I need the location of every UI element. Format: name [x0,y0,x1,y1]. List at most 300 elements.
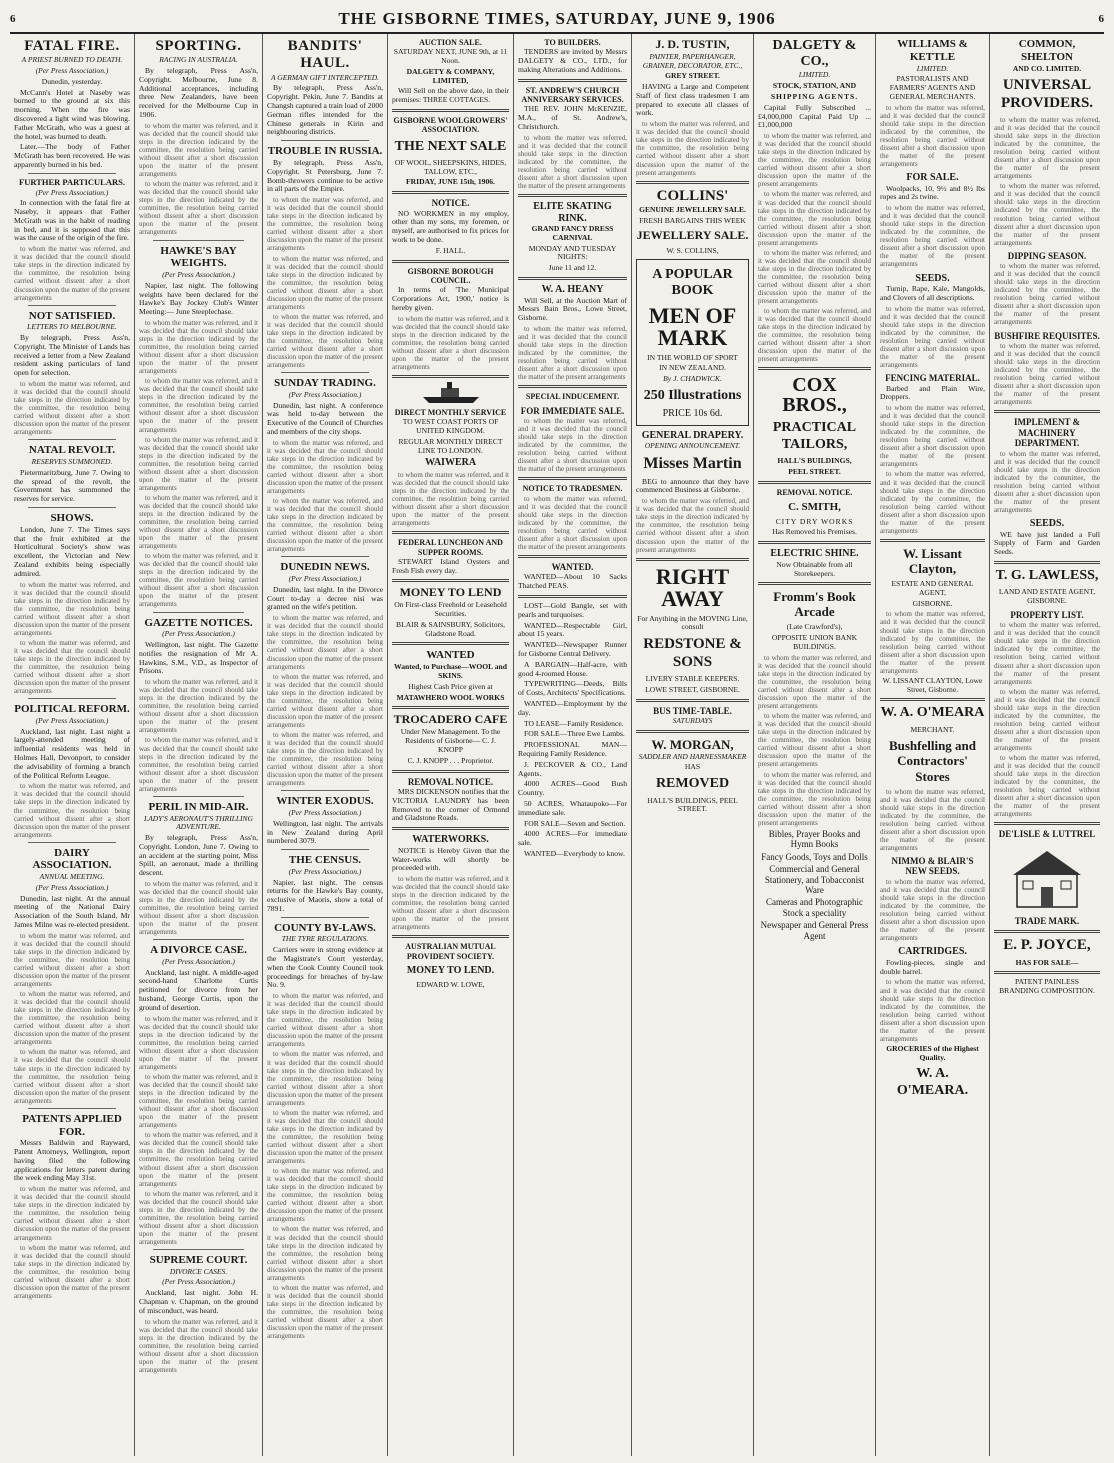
classified-ad: TO LEASE—Family Residence. [524,718,624,728]
ad-heading: WILLIAMS & KETTLE [897,38,968,63]
ad-big-line: T. G. LAWLESS, [995,568,1099,584]
ad-big-line: Misses Martin [643,455,742,473]
ad-heading: MONEY TO LEND [399,585,502,600]
article-body: to whom the matter was referred, and it was decided that the council should take steps in the direction indicated by the committee, the resolution being carried without dissent after a short discussion upon the matter of the present arrangements [267,1050,383,1107]
ad-big-line: PRACTICAL TAILORS, [772,420,857,452]
separator [758,582,871,585]
ad-body: TENDERS are invited by Messrs DALGETY & CO., LTD., for making Alterations and Additions. [518,47,627,74]
ad-big-line: COX BROS., [782,374,847,417]
ad-big-line: W. A. O'MEARA [880,705,985,721]
separator [636,558,749,561]
article-heading: POLITICAL REFORM. [14,703,130,716]
ad-body: to whom the matter was referred, and it was decided that the council should take steps in the direction indicated by the committee, the resolution being carried without dissent after a short discussion upon the matter of the present arrangements [994,621,1100,686]
separator [392,109,509,112]
ad-heading: DIPPING SEASON. [1007,250,1087,261]
separator [153,612,244,613]
separator [392,260,509,263]
column-9 [990,34,1104,1456]
article-body: Carriers were in strong evidence at the Magistrate's Court yesterday, when the Cook County Council took proceedings for breaches of by-law No. 9. [267,945,383,990]
article-body: Auckland, last night. Last night a largely-attended meeting of influential residents was held in Holmes Hall, Devonport, to consider the advisability of forming a branch of the Political Reform League. [14,726,130,780]
article-subheading: DIVORCE CASES. [169,1266,228,1276]
article-body: to whom the matter was referred, and it was decided that the council should take steps in the direction indicated by the committee, the resolution being carried without dissent after a short discussion upon the matter of the present arrangements [139,1014,258,1071]
article-body: to whom the matter was referred, and it was decided that the council should take steps in the direction indicated by the committee, the resolution being carried without dissent after a short discussion upon the matter of the present arrangements [139,435,258,492]
article-body: to whom the matter was referred, and it was decided that the council should take steps in the direction indicated by the committee, the resolution being carried without dissent after a short discussion upon the matter of the present arrangements [267,1225,383,1282]
separator [758,367,871,370]
separator [281,372,369,373]
ad-body: WE have just landed a Full Supply of Farm and Garden Seeds. [994,529,1100,557]
press-association: (Per Press Association.) [35,187,109,197]
ad-heading: GENERAL DRAPERY. [641,429,744,441]
separator [518,555,627,558]
article-heading: FATAL FIRE. [24,38,120,54]
article-body: By telegraph, Press Ass'n, Copyright. London, June 7. Owing to an accident at the starting point, Miss Spill, an aeronaut, made a thrilling descent. [139,832,258,878]
ad-body: to whom the matter was referred, and it was decided that the council should take steps in the direction indicated by the committee, the resolution being carried without dissent after a short discussion upon the matter of the present arrangements [994,754,1100,819]
ad-subheading: OPENING ANNOUNCEMENT. [644,441,741,451]
article-body: McCann's Hotel at Naseby was burned to the ground at six this morning. When the fire was discovered a light wind was blowing. Father McGrath, who was a guest at the hotel, was burned to death. [14,87,130,141]
press-association: (Per Press Association.) [35,715,109,725]
ad-line: OPPOSITE UNION BANK BUILDINGS. [771,633,858,652]
article-heading: SUNDAY TRADING. [274,377,376,390]
ad-heading: SEEDS. [915,272,950,284]
book-ad [636,259,749,426]
article-subheading: A GERMAN GIFT INTERCEPTED. [270,72,380,82]
article-body: Napier, last night. The census returns for the Hawke's Bay county, exclusive of Maoris, show a total of 7891. [267,877,383,913]
ad-body: to whom the matter was referred, and it was decided that the council should take steps in the direction indicated by the committee, the resolution being carried without dissent after a short discussion upon the matter of the present arrangements [518,133,627,190]
ad-body: to whom the matter was referred, and it was decided that the council should take steps in the direction indicated by the committee, the resolution being carried without dissent after a short discussion upon the matter of the present arrangements [880,304,985,370]
article-body: By telegraph, Press Ass'n, Copyright. Melbourne, June 8. Additional acceptances, including three New Zealanders, have been received for the Melbourne Cup in 1906. [139,66,258,120]
article-body: to whom the matter was referred, and it was decided that the council should take steps in the direction indicated by the committee, the resolution being carried without dissent after a short discussion upon the matter of the present arrangements [14,1185,130,1242]
classified-list [518,602,627,859]
ad-heading: WANTED [426,649,475,662]
ad-body: On First-class Freehold or Leasehold Securities. [394,600,507,619]
article-heading: HAWKE'S BAY WEIGHTS. [160,244,237,270]
ad-body: In terms of 'The Municipal Corporations Act, 1900,' notice is hereby given. [392,285,509,312]
ad-line: MERCHANT. [910,724,955,734]
ad-heading: A POPULAR BOOK [652,267,733,299]
separator [153,939,244,940]
article-heading: NATAL REVOLT. [28,444,116,457]
separator [518,79,627,82]
ad-line: For Anything in the MOVING Line, consult [637,613,748,632]
separator [153,1249,244,1250]
ad-body: to whom the matter was referred, and it was decided that the council should take steps in the direction indicated by the committee, the resolution being carried without dissent after a short discussion upon the matter of the present arrangements [758,248,871,306]
ad-body: to whom the matter was referred, and it was decided that the council should take steps in the direction indicated by the committee, the resolution being carried without dissent after a short discussion upon the matter of the present arrangements [880,470,985,535]
ad-big-line: Bushfelling and Contractors' Stores [888,738,977,784]
classified-ad: WANTED—Respectable Girl, about 15 years. [518,620,627,639]
ad-big-line: MEN OF MARK [648,302,737,350]
article-heading: SHOWS. [50,511,94,524]
article-body: to whom the matter was referred, and it was decided that the council should take steps in the direction indicated by the committee, the resolution being carried without dissent after a short discussion upon the matter of the present arrangements [267,672,383,729]
ad-line: CITY DRY WORKS [775,516,854,526]
ad-body: to whom the matter was referred, and it was decided that the council should take steps in the direction indicated by the committee, the resolution being carried without dissent after a short discussion upon the matter of the present arrangements [758,132,871,189]
ad-body: Now Obtainable from all Storekeepers. [776,559,853,578]
ad-heading: ST. ANDREW'S CHURCH ANNIVERSARY SERVICES. [521,85,624,104]
classified-ad: FOR SALE—Three Ewe Lambs. [524,729,625,739]
ad-heading: DIRECT MONTHLY SERVICE [394,407,507,417]
ad-body: to whom the matter was referred, and it was decided that the council should take steps in the direction indicated by the committee, the resolution being carried without dissent after a short discussion upon the matter of the present arrangements [758,712,871,769]
separator [518,194,627,197]
separator [994,561,1100,564]
ad-signature: BLAIR & SAINSBURY, Solicitors, Gladstone Road. [396,619,505,638]
ad-body: to whom the matter was referred, and it was decided that the council should take steps in the direction indicated by the committee, the resolution being carried without dissent after a short discussion upon the matter of the present arrangements [636,497,749,554]
ad-heading: REMOVAL NOTICE. [407,776,494,787]
column-3 [263,34,388,1456]
article-body: to whom the matter was referred, and it was decided that the council should take steps in the direction indicated by the committee, the resolution being carried without dissent after a short discussion upon the matter of the present arrangements [14,638,130,696]
article-body: Dunedin, last night. In the Divorce Court to-day a decree nisi was granted on the wife's petition. [267,584,383,612]
separator [28,1108,116,1109]
article-body: to whom the matter was referred, and it was decided that the council should take steps in the direction indicated by the committee, the resolution being carried without dissent after a short discussion upon the matter of the present arrangements [267,730,383,788]
ad-line: LAND AND ESTATE AGENT, GISBORNE. [998,587,1096,606]
ad-big-line: Fromm's Book Arcade [773,589,856,620]
ad-ship-name: WAIWERA [424,457,477,469]
classified-ad: WANTED—Newspaper Runner for Gisborne Central Delivery. [518,640,627,659]
article-subheading: A PRIEST BURNED TO DEATH. [21,55,123,65]
ad-author: By J. CHADWICK. [663,374,722,384]
ad-heading: PROPERTY LIST. [1010,609,1084,620]
ad-heading: ELECTRIC SHINE. [770,548,859,560]
ad-heading: BUSHFIRE REQUISITES. [994,330,1100,341]
ad-body: to whom the matter was referred, and it was decided that the council should take steps in the direction indicated by the committee, the resolution being carried without dissent after a short discussion upon the matter of the present arrangements [994,687,1100,752]
ad-big-line: W. A. O'MEARA. [896,1066,969,1098]
separator [392,935,509,938]
article-body: to whom the matter was referred, and it was decided that the council should take steps in the direction indicated by the committee, the resolution being carried without dissent after a short discussion upon the matter of the present arrangements [139,318,258,376]
separator [392,706,509,709]
ad-body: Has Removed his Premises. [772,527,857,537]
ad-big-line: W. Lissant Clayton, [903,545,962,576]
article-body: to whom the matter was referred, and it was decided that the council should take steps in the direction indicated by the committee, the resolution being carried without dissent after a short discussion upon the matter of the present arrangements [14,931,130,989]
separator [281,917,369,918]
ad-heading: FEDERAL LUNCHEON AND SUPPER ROOMS. [398,538,503,557]
article-heading: DUNEDIN NEWS. [280,561,370,574]
ad-body: to whom the matter was referred, and it was decided that the council should take steps in the direction indicated by the committee, the resolution being carried without dissent after a short discussion upon the matter of the present arrangements [392,470,509,528]
ad-body: NOTICE is Hereby Given that the Water-works will shortly be proceeded with. [392,845,509,873]
separator [994,410,1100,413]
ad-body: WANTED—About 10 Sacks Thatched PEAS. [518,572,627,591]
separator [994,930,1100,933]
classified-ad: FOR SALE—Seven and Section. [524,818,626,828]
article-heading: TROUBLE IN RUSSIA. [267,145,383,158]
article-heading: SUPREME COURT. [149,1253,248,1266]
book-arcade-list [758,829,871,941]
press-association: (Per Press Association.) [162,629,235,639]
ad-body: STEWART Island Oysters and Fresh Fish every day. [392,556,509,575]
ad-line: HALL'S BUILDINGS, [777,455,852,465]
ad-body: to whom the matter was referred, and it was decided that the council should take steps in the direction indicated by the committee, the resolution being carried without dissent after a short discussion upon the matter of the present arrangements [880,204,985,269]
separator [392,770,509,773]
article-body: London, June 7. The Times says that the fruit exhibited at the Horticultural Society's show was excellent, the Victorian and New Zealand exhibits being especially admired. [14,524,130,578]
article-subheading: LETTERS TO MELBOURNE. [27,322,117,332]
ad-line: TO WEST COAST PORTS OF UNITED KINGDOM. [402,417,499,435]
article-body: Wellington, last night. The Gazette notifies the resignation of Mr A. Hawkins, S.M., V.D., as Inspector of Prisons. [139,639,258,676]
article-body: to whom the matter was referred, and it was decided that the council should take steps in the direction indicated by the committee, the resolution being carried without dissent after a short discussion upon the matter of the present arrangements [14,245,130,302]
separator [994,822,1100,825]
separator [28,507,116,508]
ad-line: June 11 and 12. [548,263,597,273]
article-heading: FURTHER PARTICULARS. [19,176,125,187]
article-body: Dunedin, last night. At the annual meeting of the National Dairy Association of the South Island, Mr James Milne was re-elected president. [14,893,130,929]
ad-subheading: SADDLER AND HARNESSMAKER [638,751,747,761]
article-subheading: ANNUAL MEETING. [39,872,105,882]
classified-ad: A BARGAIN—Half-acre, with good 4-roomed House. [518,659,627,678]
ad-body: to whom the matter was referred, and it was decided that the council should take steps in the direction indicated by the committee, the resolution being carried without dissent after a short discussion upon the matter of the present arrangements [994,341,1100,407]
ad-body: to whom the matter was referred, and it was decided that the council should take steps in the direction indicated by the committee, the resolution being carried without dissent after a short discussion upon the matter of the present arrangements [994,449,1100,514]
article-body: to whom the matter was referred, and it was decided that the council should take steps in the direction indicated by the committee, the resolution being carried without dissent after a short discussion upon the matter of the present arrangements [267,1283,383,1341]
ad-big-line: THE NEXT SALE [394,138,507,154]
ad-line: (Late Crawford's), [786,622,843,632]
ad-heading: SPECIAL INDUCEMENT. [525,392,620,402]
ad-line: GISBORNE. [912,598,953,608]
article-subheading: THE TYRE REGULATIONS. [281,934,369,944]
ad-body: to whom the matter was referred, and it was decided that the council should take steps in the direction indicated by the committee, the resolution being carried without dissent after a short discussion upon the matter of the present arrangements [636,120,749,177]
ad-body: to whom the matter was referred, and it was decided that the council should take steps in the direction indicated by the committee, the resolution being carried without dissent after a short discussion upon the matter of the present arrangements [880,103,985,168]
press-association: (Per Press Association.) [288,866,362,876]
article-body: Dunedin, last night. A conference was held to-day between the Executive of the Council of Churches and members of the city shops. [267,400,383,436]
separator [636,699,749,702]
classified-ad: 50 ACRES, Whataupoko—For immediate sale. [518,798,627,817]
ad-heading: GISBORNE WOOLGROWERS' ASSOCIATION. [393,116,508,135]
ad-heading: NOTICE TO TRADESMEN. [522,484,623,494]
ad-line: GROCERIES of the Highest Quality. [886,1043,979,1062]
article-body: Napier, last night. The following weights have been declared for the Hawke's Bay Jockey Club's Winter Meeting:— June Steeplechase. [139,280,258,317]
ad-big-line: JEWELLERY SALE. [636,228,749,243]
ad-heading: COLLINS' [656,187,729,204]
ad-body: to whom the matter was referred, and it was decided that the council should take steps in the direction indicated by the committee, the resolution being carried without dissent after a short discussion upon the matter of the present arrangements [518,417,627,474]
article-body: to whom the matter was referred, and it was decided that the council should take steps in the direction indicated by the committee, the resolution being carried without dissent after a short discussion upon the matter of the present arrangements [267,497,383,554]
separator [392,642,509,645]
press-association: (Per Press Association.) [35,882,109,892]
article-heading: SPORTING. [155,38,242,54]
ad-line: HAS FOR SALE— [1015,957,1079,967]
ad-heading: CARTRIDGES. [898,946,967,958]
separator [281,140,369,141]
separator [392,375,509,378]
ad-line: LOWE STREET, GISBORNE. [645,684,740,694]
ad-company: DALGETY & COMPANY, LIMITED, [406,66,495,85]
press-association: (Per Press Association.) [162,957,235,966]
ad-heading: IMPLEMENT & MACHINERY DEPARTMENT. [1013,417,1081,449]
ad-heading: FOR SALE. [906,171,959,183]
ad-body: Fowling-pieces, single and double barrel. [880,957,985,976]
classified-ad: WANTED—Employment by the day. [518,699,627,717]
press-association: (Per Press Association.) [35,66,109,76]
separator [518,595,627,598]
ad-line: REGULAR MONTHLY DIRECT LINE TO LONDON. [398,436,503,455]
separator [392,827,509,830]
separator [994,971,1100,974]
ad-body: to whom the matter was referred, and it was decided that the council should take steps in the direction indicated by the committee, the resolution being carried without dissent after a short discussion upon the matter of the present arrangements [994,262,1100,327]
column-2 [135,34,263,1456]
column-1 [10,34,135,1456]
masthead [10,6,1104,34]
separator [880,698,985,701]
ad-subheading: GENUINE JEWELLERY SALE. [639,204,746,214]
ad-heading: DALGETY & CO., [772,38,857,70]
newspaper-title: THE GISBORNE TIMES, SATURDAY, JUNE 9, 1906 [338,9,776,28]
article-body: In connection with the fatal fire at Naseby, it appears that Father McGrath was in the habit of reading in bed, and it is supposed that this was the cause of the origin of the fire. [14,198,130,243]
ad-subheading: SATURDAYS [672,716,713,726]
ad-body: NO WORKMEN in my employ, other than my sons, my foremen, or myself, are authorised to fix prices for work to be done. [392,208,509,245]
separator [281,556,369,557]
ad-body: HAVING a Large and Competent Staff of first class tradesmen I am prepared to execute all classes of work. [636,82,749,118]
ad-heading: W. MORGAN, [651,736,734,752]
article-heading: PATENTS APPLIED FOR. [22,1112,122,1138]
article-body: to whom the matter was referred, and it was decided that the council should take steps in the direction indicated by the committee, the resolution being carried without dissent after a short discussion upon the matter of the present arrangements [267,614,383,671]
ad-big-line: RIGHT AWAY [655,563,730,611]
steamship-icon [421,382,481,404]
article-body: to whom the matter was referred, and it was decided that the council should take steps in the direction indicated by the committee, the resolution being carried without dissent after a short discussion upon the matter of the present arrangements [139,180,258,237]
ad-line: Highest Cash Price given at [408,681,493,691]
article-heading: BANDITS' HAUL. [287,38,363,72]
ad-line: LIVERY STABLE KEEPERS. [645,673,740,683]
ad-signature: W. LISSANT CLAYTON, Lowe Street, Gisborne. [882,675,983,694]
ad-body: to whom the matter was referred, and it was decided that the council should take steps in the direction indicated by the committee, the resolution being carried without dissent after a short discussion upon the matter of the present arrangements [880,877,985,943]
ad-line: GRAND FANCY DRESS CARNIVAL [531,224,614,242]
column-6 [632,34,754,1456]
article-body: By telegraph, Press Ass'n, Copyright. St Petersburg, June 7. Bomb-throwers continue to be active in all parts of the Empire. [267,158,383,194]
ad-heading: J. D. TUSTIN, [655,37,730,51]
book-arcade-item: Newspaper and General Press Agent [760,920,869,941]
article-body: to whom the matter was referred, and it was decided that the council should take steps in the direction indicated by the committee, the resolution being carried without dissent after a short discussion upon the matter of the present arrangements [267,1167,383,1224]
ad-big-line: REMOVED [655,776,730,792]
classified-ad: J. PECKOVER & CO., Land Agents. [518,759,627,778]
article-body: to whom the matter was referred, and it was decided that the council should take steps in the direction indicated by the committee, the resolution being carried without dissent after a short discussion upon the matter of the present arrangements [14,990,130,1047]
separator [758,481,871,484]
ad-heading: TO BUILDERS. [544,38,601,47]
ad-heading: WANTED. [551,562,594,573]
ad-subheading: AND CO. LIMITED. [1012,63,1082,73]
article-body: Wellington, last night. The arrivals in New Zealand during April numbered 3079. [267,818,383,846]
article-body: Auckland, last night. John H. Chapman v. Chapman, on the ground of misconduct, was heard. [139,1288,258,1315]
article-body: to whom the matter was referred, and it was decided that the council should take steps in the direction indicated by the committee, the resolution being carried without dissent after a short discussion upon the matter of the present arrangements [267,196,383,253]
ad-heading: DE'LISLE & LUTTREL [998,829,1096,840]
ad-body: Will Sell, at the Auction Mart of Messrs Bain Bros., Lowe Street, Gisborne. [518,295,627,323]
ad-body: to whom the matter was referred, and it was decided that the council should take steps in the direction indicated by the committee, the resolution being carried without dissent after a short discussion upon the matter of the present arrangements [518,325,627,382]
ad-body: to whom the matter was referred, and it was decided that the council should take steps in the direction indicated by the committee, the resolution being carried without dissent after a short discussion upon the matter of the present arrangements [880,978,985,1043]
ad-body: Barbed and Plain Wire, Droppers. [880,383,985,402]
press-association: (Per Press Association.) [288,808,362,818]
page-number-right: 6 [1098,13,1104,25]
ad-line: HAS [684,762,701,772]
ad-heading: GISBORNE BOROUGH COUNCIL. [407,266,494,285]
ad-subheading: PAINTER, PAPERHANGER, GRAINER, DECORATOR, ETC., [642,51,743,70]
ad-body: PATENT PAINLESS BRANDING COMPOSITION. [999,977,1095,996]
ad-big-line: E. P. JOYCE, [1003,937,1091,954]
separator [28,439,116,440]
ad-body: to whom the matter was referred, and it was decided that the council should take steps in the direction indicated by the committee, the resolution being carried without dissent after a short discussion upon the matter of the present arrangements [758,653,871,711]
ad-body: to whom the matter was referred, and it was decided that the council should take steps in the direction indicated by the committee, the resolution being carried without dissent after a short discussion upon the matter of the present arrangements [758,770,871,827]
separator [153,240,244,241]
press-association: (Per Press Association.) [288,574,362,584]
column-7 [754,34,876,1456]
ad-line: SATURDAY NEXT, JUNE 9th, at 11 Noon. [393,47,508,66]
ad-line: HALL'S BUILDINGS, PEEL STREET. [647,795,738,814]
ad-line: PASTORALISTS AND FARMERS' AGENTS AND GENERAL MERCHANTS. [889,74,976,101]
article-body: to whom the matter was referred, and it was decided that the council should take steps in the direction indicated by the committee, the resolution being carried without dissent after a short discussion upon the matter of the present arrangements [139,1189,258,1246]
classified-ad: WANTED—Everybody to know. [524,848,625,858]
book-arcade-item: Commercial and General Stationery, and Tobacconist Ware [764,864,865,896]
ad-signature: W. S. COLLINS, [666,246,719,256]
ad-heading: AUCTION SALE. [419,38,482,47]
classified-ad: PROFESSIONAL MAN—Requiring Family Residence. [518,740,627,758]
ad-heading: REMOVAL NOTICE. [776,487,853,497]
classified-ad: 4000 ACRES—For immediate sale. [518,829,627,848]
separator [880,539,985,542]
article-body: to whom the matter was referred, and it was decided that the council should take steps in the direction indicated by the committee, the resolution being carried without dissent after a short discussion upon the matter of the present arrangements [14,1243,130,1300]
ad-line: STOCK, STATION, AND [772,81,857,91]
article-body: to whom the matter was referred, and it was decided that the council should take steps in the direction indicated by the committee, the resolution being carried without dissent after a short discussion upon the matter of the present arrangements [14,782,130,839]
column-5 [514,34,632,1456]
classified-ad: TYPEWRITING—Deeds, Bills of Costs, Architects' Specifications. [518,679,627,698]
article-body: to whom the matter was referred, and it was decided that the council should take steps in the direction indicated by the committee, the resolution being carried without dissent after a short discussion upon the matter of the present arrangements [267,312,383,370]
article-body: to whom the matter was referred, and it was decided that the council should take steps in the direction indicated by the committee, the resolution being carried without dissent after a short discussion upon the matter of the present arrangements [267,1108,383,1166]
ad-line: TRADE MARK. [1014,915,1080,926]
book-arcade-item: Fancy Goods, Toys and Dolls [761,851,868,862]
ad-heading: FENCING MATERIAL. [885,373,980,384]
article-subheading: RACING IN AUSTRALIA. [159,55,238,65]
ad-heading: COMMON, SHELTON [1018,38,1076,63]
ad-line: PEEL STREET. [788,466,841,476]
ad-date: FRIDAY, JUNE 15th, 1906. [406,177,495,187]
ad-line: ESTATE AND GENERAL AGENT, [891,579,974,597]
ad-body: to whom the matter was referred, and it was decided that the council should take steps in the direction indicated by the committee, the resolution being carried without dissent after a short discussion upon the matter of the present arrangements [880,610,985,675]
ad-body: Under New Management. To the Residents of Gisborne— C. J. KNOPP [400,727,501,754]
article-heading: GAZETTE NOTICES. [144,616,253,629]
ad-line: FRESH BARGAINS THIS WEEK [639,215,746,225]
ad-heading: WATERWORKS. [412,834,489,846]
ad-body: BEG to announce that they have commenced Business at Gisborne. [636,476,749,495]
ad-signature: EDWARD W. LOWE, [416,979,485,989]
ad-body: Wanted, to Purchase—WOOL and SKINS. [394,662,507,681]
article-body: to whom the matter was referred, and it was decided that the council should take steps in the direction indicated by the committee, the resolution being carried without dissent after a short discussion upon the matter of the present arrangements [267,438,383,496]
article-body: to whom the matter was referred, and it was decided that the council should take steps in the direction indicated by the committee, the resolution being carried without dissent after a short discussion upon the matter of the present arrangements [14,1048,130,1105]
ad-body: to whom the matter was referred, and it was decided that the council should take steps in the direction indicated by the committee, the resolution being carried without dissent after a short discussion upon the matter of the present arrangements [994,115,1100,181]
separator [28,698,116,699]
ad-heading: FOR IMMEDIATE SALE. [520,405,625,416]
article-body: Pietermaritzburg, June 7. Owing to the spread of the revolt, the Government has summoned the reserves for service. [14,467,130,504]
article-body: Messrs Baldwin and Rayward, Patent Attorneys, Wellington, report having filed the following applications for letters patent during the week ending May 31st. [14,1138,130,1183]
article-heading: THE CENSUS. [288,854,362,867]
press-association: (Per Press Association.) [288,389,362,399]
separator [392,191,509,194]
article-body: to whom the matter was referred, and it was decided that the council should take steps in the direction indicated by the committee, the resolution being carried without dissent after a short discussion upon the matter of the present arrangements [139,377,258,434]
ad-line: IN THE WORLD OF SPORT [647,352,738,362]
ad-heading: AUSTRALIAN MUTUAL PROVIDENT SOCIETY. [405,942,496,961]
ad-body: to whom the matter was referred, and it was decided that the council should take steps in the direction indicated by the committee, the resolution being carried without dissent after a short discussion upon the matter of the present arrangements [758,307,871,364]
article-body: Auckland, last night. A middle-aged second-hand Charlotte Curtis petitioned for divorce from her husband, George Curtis, upon the ground of desertion. [139,967,258,1012]
dateline: Dunedin, yesterday. [41,76,103,86]
column-8 [876,34,990,1456]
ad-big-line: 250 Illustrations [643,388,742,404]
ad-body: to whom the matter was referred, and it was decided that the council should take steps in the direction indicated by the committee, the resolution being carried without dissent after a short discussion upon the matter of the present arrangements [758,190,871,247]
article-body: to whom the matter was referred, and it was decided that the council should take steps in the direction indicated by the committee, the resolution being carried without dissent after a short discussion upon the matter of the present arrangements [139,678,258,735]
article-body: to whom the matter was referred, and it was decided that the council should take steps in the direction indicated by the committee, the resolution being carried without dissent after a short discussion upon the matter of the present arrangements [139,879,258,937]
ad-line: GREY STREET. [665,71,720,81]
page-number-left: 6 [10,13,16,25]
ad-signature: F. HALL. [435,245,466,255]
book-arcade-item: Bibles, Prayer Books and Hymn Books [768,828,861,850]
separator [518,477,627,480]
ad-body: to whom the matter was referred, and it was decided that the council should take steps in the direction indicated by the committee, the resolution being carried without dissent after a short discussion upon the matter of the present arrangements [392,314,509,371]
article-heading: WINTER EXODUS. [276,795,374,808]
article-body: By telegraph, Press Ass'n, Copyright. Pekin, June 7. Bandits at Changsh captured a train load of 2000 German rifles intended for the Chinese generals in Kirin and neighbouring districts. [267,83,383,137]
ad-heading: TROCADERO CAFE [393,712,508,727]
ad-body: THE REV. JOHN McKENZIE, M.A., of St. Andrew's, Christchurch. [518,104,627,131]
ad-body: to whom the matter was referred, and it was decided that the council should take steps in the direction indicated by the committee, the resolution being carried without dissent after a short discussion upon the matter of the present arrangements [392,875,509,932]
ad-body: to whom the matter was referred, and it was decided that the council should take steps in the direction indicated by the committee, the resolution being carried without dissent after a short discussion upon the matter of the present arrangements [880,787,985,852]
article-heading: DAIRY ASSOCIATION. [32,846,112,872]
article-body: to whom the matter was referred, and it was decided that the council should take steps in the direction indicated by the committee, the resolution being carried without dissent after a short discussion upon the matter of the present arrangements [14,580,130,637]
ad-heading: NOTICE. [431,198,470,209]
